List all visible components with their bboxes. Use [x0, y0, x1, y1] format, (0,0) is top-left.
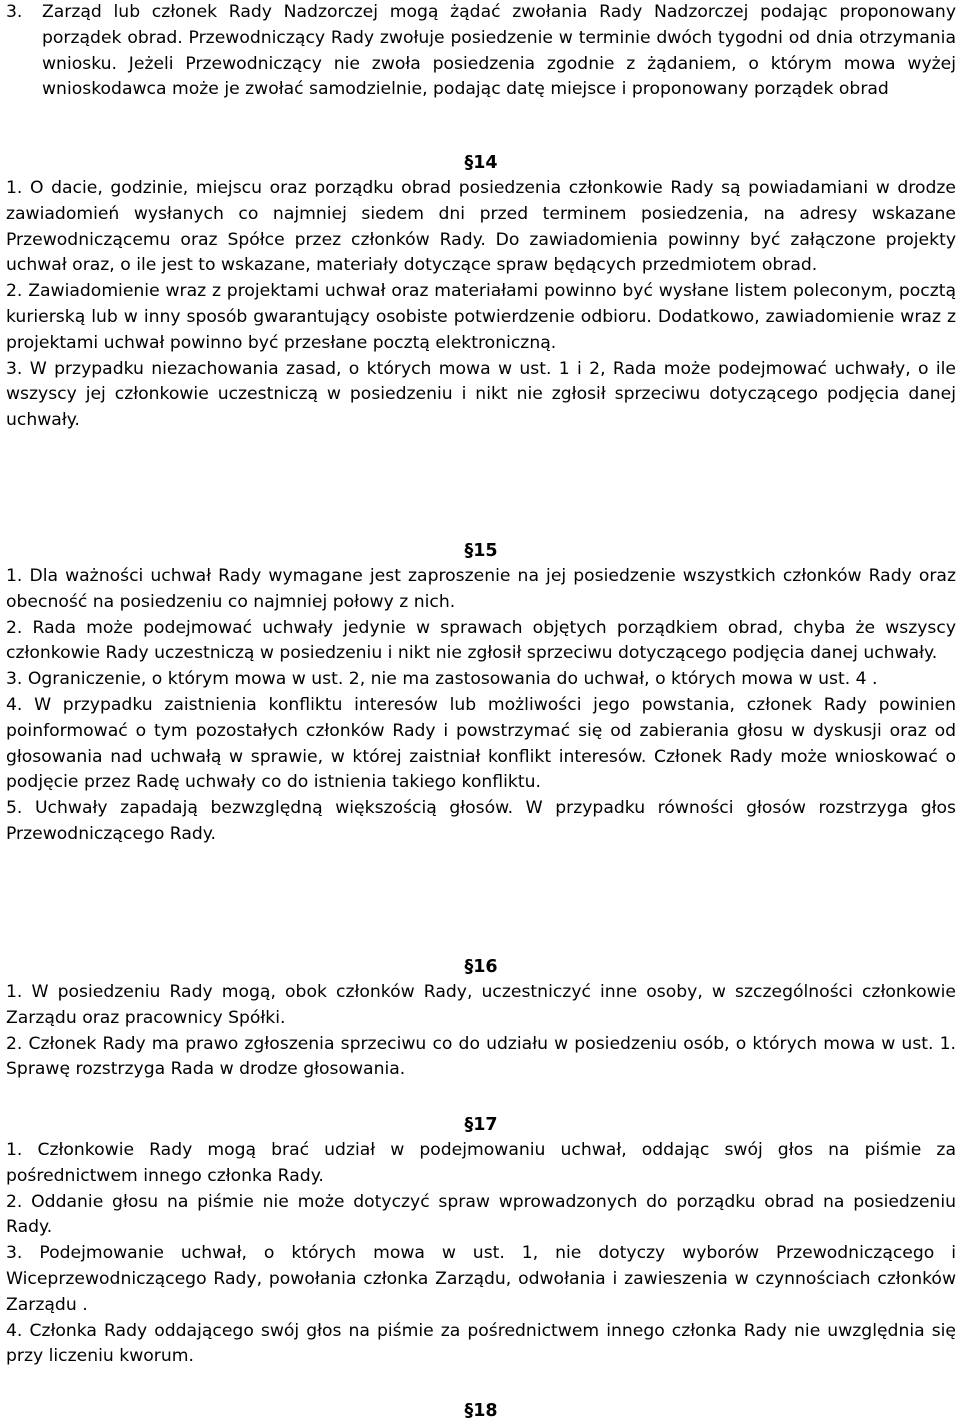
section-14-paragraph-1: 1. O dacie, godzinie, miejscu oraz porządku obrad posiedzenia członkowie Rady są powiadamiani w drodze zawiadomień wysłanych co najmniej siedem dni przed terminem posiedzenia, na adresy wskazane Przewodniczącemu oraz Spółce przez członków Rady. Do zawiadomienia powinny być załączone projekty uchwał oraz, o ile jest to wskazane, materiały dotyczące spraw będących przedmiotem obrad. [6, 178, 956, 276]
section-17-paragraph-3: 3. Podejmowanie uchwał, o których mowa w ust. 1, nie dotyczy wyborów Przewodniczącego i Wiceprzewodniczącego Rady, powołania członka Zarządu, odwołania i zawieszenia w czynnościach członków Zarządu . [6, 1243, 956, 1315]
prev-item-number: 3. [6, 2, 23, 22]
section-heading-18: §18 [464, 1401, 498, 1421]
section-16 [6, 954, 956, 1083]
section-18 [6, 1398, 956, 1424]
section-heading-15: §15 [464, 541, 498, 561]
section-14-paragraph-2: 2. Zawiadomienie wraz z projektami uchwał oraz materiałami powinno być wysłane listem poleconym, pocztą kurierską lub w inny sposób gwarantujący osobiste potwierdzenie odbioru. Dodatkowo, zawiadomienie wraz z projektami uchwał powinno być przesłane pocztą elektroniczną. [6, 281, 956, 353]
section-17-paragraph-4: 4. Członka Rady oddającego swój głos na piśmie za pośrednictwem innego członka Rady nie uwzględnia się przy liczeniu kworum. [6, 1320, 956, 1367]
section-14-paragraph-3: 3. W przypadku niezachowania zasad, o których mowa w ust. 1 i 2, Rada może podejmować uchwały, o ile wszyscy jej członkowie uczestniczą w posiedzeniu i nikt nie zgłosił sprzeciwu dotyczącego podjęcia danej uchwały. [6, 358, 956, 431]
section-heading-14: §14 [464, 153, 498, 173]
section-16-paragraph-2: 2. Członek Rady ma prawo zgłoszenia sprzeciwu co do udziału w posiedzeniu osób, o których mowa w ust. 1. Sprawę rozstrzyga Rada w drodze głosowania. [6, 1033, 956, 1080]
section-17 [6, 1112, 956, 1370]
section-15-paragraph-2: 2. Rada może podejmować uchwały jedynie w sprawach objętych porządkiem obrad, chyba że wszyscy członkowie Rady uczestniczą w posiedzeniu i nikt nie zgłosił sprzeciwu dotyczącego podjęcia danej uchwały. [6, 617, 956, 664]
section-14 [6, 150, 956, 434]
prev-item-paragraph [6, 0, 956, 103]
section-15-paragraph-1: 1. Dla ważności uchwał Rady wymagane jest zaproszenie na jej posiedzenie wszystkich członków Rady oraz obecność na posiedzeniu co najmniej połowy z nich. [6, 566, 956, 612]
section-15-paragraph-4: 4. W przypadku zaistnienia konfliktu interesów lub możliwości jego powstania, członek Rady powinien poinformować o tym pozostałych członków Rady i powstrzymać się od zabierania głosu w dyskusji oraz od głosowania nad uchwałą w sprawie, w której zaistniał konflikt interesów. Członek Rady może wnioskować o podjęcie przez Radę uchwały co do istnienia takiego konfliktu. [6, 694, 956, 793]
section-15 [6, 538, 956, 848]
section-17-paragraph-2: 2. Oddanie głosu na piśmie nie może dotyczyć spraw wprowadzonych do porządku obrad na posiedzeniu Rady. [6, 1191, 956, 1238]
section-heading-16: §16 [464, 957, 498, 977]
section-heading-17: §17 [464, 1115, 498, 1135]
prev-item-text: Zarząd lub członek Rady Nadzorczej mogą żądać zwołania Rady Nadzorczej podając proponowany porządek obrad. Przewodniczący Rady zwołuje posiedzenie w terminie dwóch tygodni od dnia otrzymania wniosku. Jeżeli Przewodniczący nie zwoła posiedzenia zgodnie z żądaniem, o którym mowa wyżej wnioskodawca może je zwołać samodzielnie, podając datę miejsce i proponowany porządek obrad [42, 2, 956, 100]
section-16-paragraph-1: 1. W posiedzeniu Rady mogą, obok członków Rady, uczestniczyć inne osoby, w szczególności członkowie Zarządu oraz pracownicy Spółki. [6, 982, 956, 1028]
prev-item [6, 0, 956, 103]
section-15-paragraph-3: 3. Ograniczenie, o którym mowa w ust. 2, nie ma zastosowania do uchwał, o których mowa w ust. 4 . [6, 669, 878, 690]
section-15-paragraph-5: 5. Uchwały zapadają bezwzględną większością głosów. W przypadku równości głosów rozstrzyga głos Przewodniczącego Rady. [6, 798, 956, 844]
section-17-paragraph-1: 1. Członkowie Rady mogą brać udział w podejmowaniu uchwał, oddając swój głos na piśmie za pośrednictwem innego członka Rady. [6, 1140, 956, 1186]
